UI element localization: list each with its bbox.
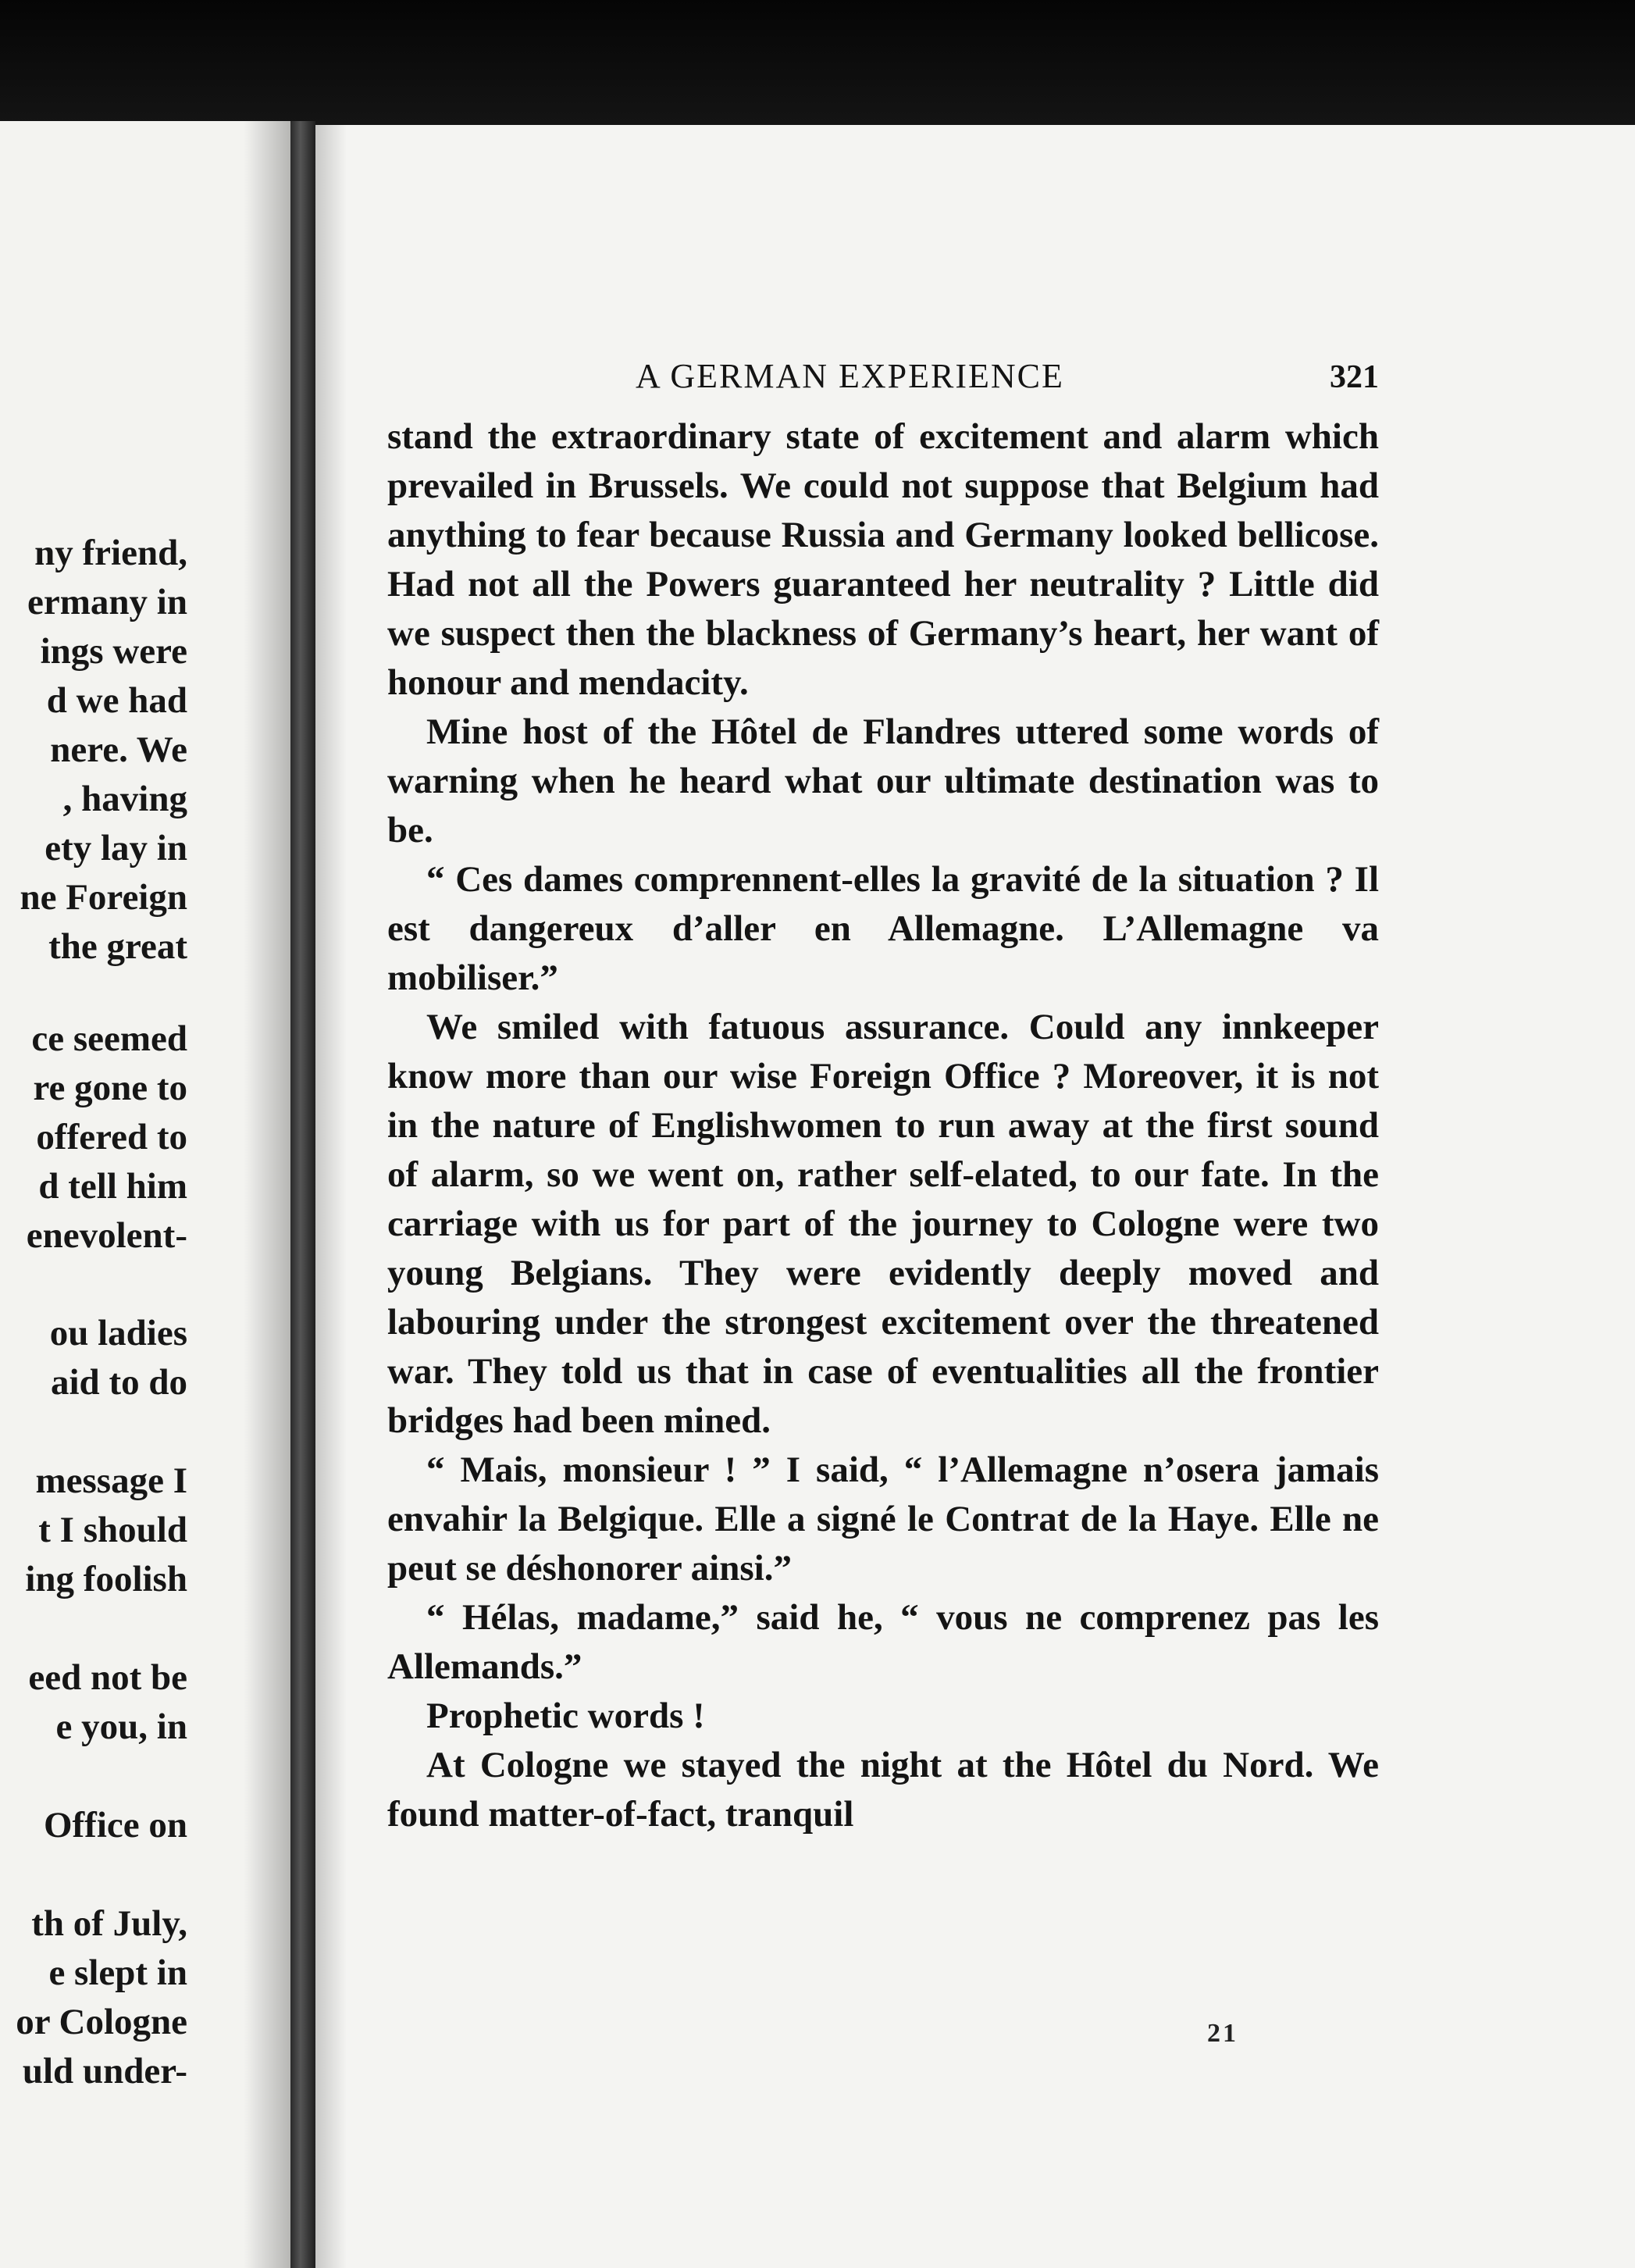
paragraph: At Cologne we stayed the night at the Hôtel du Nord. We found matter-of-fact, tranquil (387, 1745, 1379, 1835)
left-line-fragment: , having (62, 779, 187, 819)
left-line-fragment: ny friend, (34, 533, 187, 573)
left-line-fragment: nere. We (50, 729, 187, 770)
signature-mark: 21 (1207, 2019, 1238, 2048)
left-line-fragment: d tell him (38, 1166, 187, 1207)
left-line-fragment: uld under- (22, 2051, 187, 2091)
book-gutter (290, 121, 315, 2268)
page-shadow (315, 125, 347, 2268)
left-line-fragment: or Cologne (16, 2002, 187, 2042)
page-shadow (244, 121, 290, 2268)
left-line-fragment: ety lay in (45, 828, 187, 868)
left-line-fragment: enevolent- (26, 1215, 187, 1256)
page-body (387, 351, 1379, 1839)
paragraph: “ Hélas, madame,” said he, “ vous ne comprenez pas les Allemands.” (387, 1597, 1379, 1687)
left-line-fragment: ings were (40, 631, 187, 672)
left-line-fragment: ermany in (27, 582, 187, 622)
left-line-fragment: ing foolish (25, 1559, 187, 1599)
paragraph: Mine host of the Hôtel de Flandres uttered some words of warning when he heard what our ultimate destination was to be. (387, 711, 1379, 850)
left-line-fragment: t I should (38, 1510, 187, 1550)
paragraph: “ Mais, monsieur ! ” I said, “ l’Allemagne n’osera jamais envahir la Belgique. Elle a signé le Contrat de la Haye. Elle ne peut se déshonorer ainsi.” (387, 1450, 1379, 1589)
left-line-fragment: aid to do (51, 1362, 187, 1403)
left-line-fragment: ou ladies (49, 1313, 187, 1353)
left-line-fragment: message I (35, 1460, 187, 1501)
paragraph: Prophetic words ! (426, 1696, 705, 1736)
left-line-fragment: ce seemed (31, 1018, 187, 1059)
left-line-fragment: th of July, (31, 1903, 187, 1944)
paragraph: “ Ces dames comprennent-elles la gravité de la situation ? Il est dangereux d’aller en Allemagne. L’Allemagne va mobiliser.” (387, 859, 1379, 998)
right-page (315, 125, 1635, 2268)
left-line-fragment: offered to (36, 1117, 187, 1157)
left-line-fragment: Office on (43, 1805, 187, 1845)
running-title: A GERMAN EXPERIENCE (636, 357, 1064, 395)
paragraph: We smiled with fatuous assurance. Could any innkeeper know more than our wise Foreign Office ? Moreover, it is not in the nature of Englishwomen to run away at the first sound of alarm, so we went on, rather self-elated, to our fate. In the carriage with us for part of the journey to Cologne were two young Belgians. They were evidently deeply moved and labouring under the strongest excitement over the threatened war. They told us that in case of eventualities all the frontier bridges had been mined. (387, 1007, 1379, 1441)
left-line-fragment: eed not be (28, 1657, 187, 1698)
left-line-fragment: the great (48, 926, 187, 967)
left-line-fragment: ne Foreign (20, 877, 187, 918)
paragraph: stand the extraordinary state of excitement and alarm which prevailed in Brussels. We could not suppose that Belgium had anything to fear because Russia and Germany looked bellicose. Had not all the Powers guaranteed her neutrality ? Little did we suspect then the blackness of Germany’s heart, her want of honour and mendacity. (387, 416, 1379, 703)
left-line-fragment: d we had (46, 680, 187, 721)
left-line-fragment: re gone to (33, 1068, 187, 1108)
left-line-fragment: e you, in (55, 1706, 187, 1747)
left-line-fragment: e slept in (48, 1952, 187, 1993)
left-page (0, 121, 290, 2268)
dark-background (0, 0, 1635, 133)
running-head (387, 351, 1379, 400)
page-number: 321 (1330, 359, 1379, 395)
